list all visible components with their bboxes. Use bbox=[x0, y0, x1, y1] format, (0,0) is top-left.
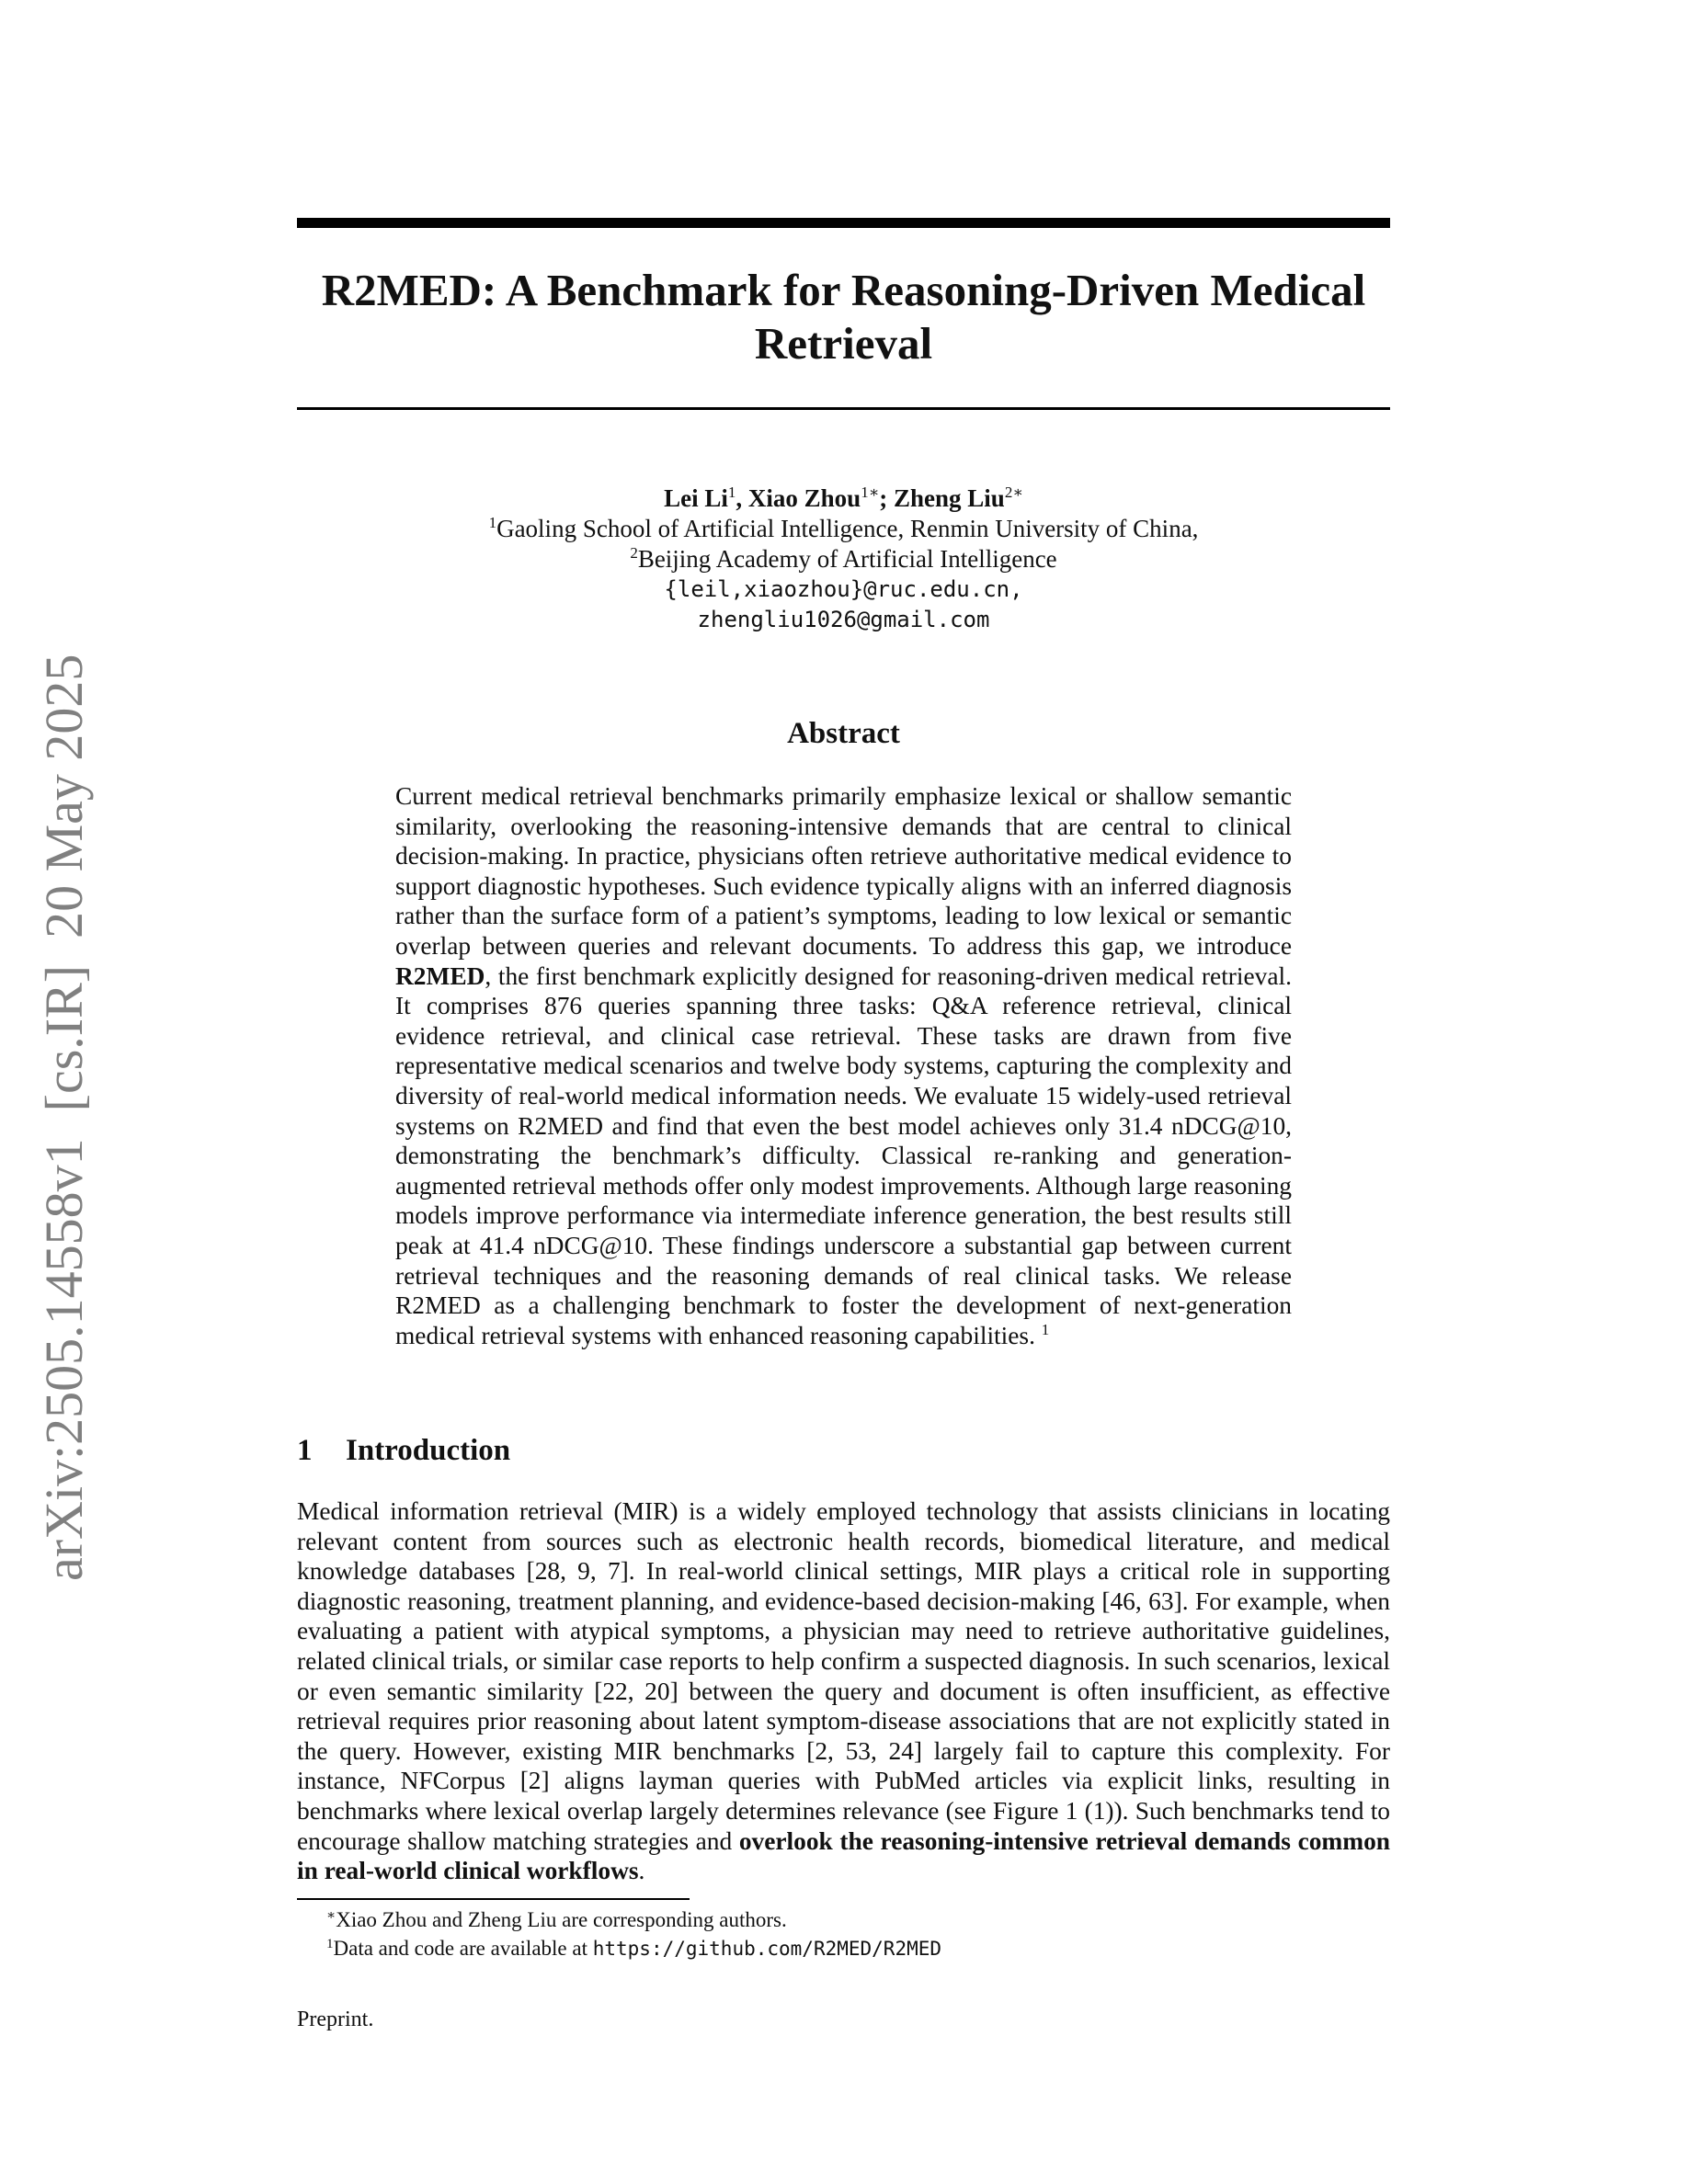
footnote-mark: 1 bbox=[1041, 1320, 1050, 1338]
footnotes bbox=[326, 1905, 1384, 1963]
affiliation-mark: 1 bbox=[488, 514, 497, 531]
abstract-heading: Abstract bbox=[787, 717, 900, 750]
affiliation-text: Beijing Academy of Artificial Intelligence bbox=[637, 545, 1057, 573]
footnote bbox=[326, 1905, 1384, 1934]
code-link[interactable]: https://github.com/R2MED/R2MED bbox=[592, 1938, 942, 1960]
abstract-text-part: Current medical retrieval benchmarks primarily emphasize lexical or shallow semantic similarity, overlooking the reasoning-intensive demands that are central to clinical decision-making. In practice, physicians often retrieve authoritative medical evidence to support diagnostic hypotheses. Such evidence typically aligns with an inferred diagnosis rather than the surface form of a patient’s symptoms, leading to low lexical or semantic overlap between queries and relevant documents. To address this gap, we introduce bbox=[395, 782, 1292, 960]
author-affiliation-mark: 1 bbox=[727, 483, 736, 501]
abstract-text bbox=[395, 781, 1292, 1350]
affiliation-mark: 2 bbox=[630, 544, 638, 562]
author-block bbox=[297, 483, 1390, 635]
introduction-bold-text: overlook the reasoning-intensive retrieval demands common in real-world clinical workflows bbox=[297, 1826, 1390, 1885]
author-name: Zheng Liu bbox=[894, 484, 1005, 512]
footnote-rule bbox=[297, 1898, 690, 1900]
title-top-rule bbox=[297, 218, 1390, 228]
author-name: Xiao Zhou bbox=[747, 484, 861, 512]
footnote-text: Xiao Zhou and Zheng Liu are corresponding authors. bbox=[336, 1908, 787, 1931]
paper-title: R2MED: A Benchmark for Reasoning-Driven Medical Retrieval bbox=[321, 265, 1366, 369]
author-affiliation-mark: 1∗ bbox=[861, 483, 880, 501]
preprint-label: Preprint. bbox=[297, 2008, 374, 2031]
footnote-mark: 1 bbox=[326, 1937, 334, 1951]
abstract-text-part: , the first benchmark explicitly designed for reasoning-driven medical retrieval. It comprises 876 queries spanning three tasks: Q&A reference retrieval, clinical evidence retrieval, and clinical case retrieval. These tasks are drawn from five representative medical scenarios and twelve body systems, capturing the complexity and diversity of real-world medical information needs. We evaluate 15 widely-used retrieval systems on R2MED and find that even the best model achieves only 31.4 nDCG@10, demonstrating the benchmark’s difficulty. Classical re-ranking and generation-augmented retrieval methods offer only modest improvements. Although large reasoning models improve performance via intermediate inference generation, the best results still peak at 41.4 nDCG@10. These findings underscore a substantial gap between current retrieval techniques and the reasoning demands of real clinical tasks. We release R2MED as a challenging benchmark to foster the development of next-generation medical retrieval systems with enhanced reasoning capabilities. bbox=[395, 961, 1292, 1349]
author-email: zhengliu1026@gmail.com bbox=[697, 607, 990, 632]
affiliation-text: Gaoling School of Artificial Intelligence, Renmin University of China, bbox=[496, 515, 1199, 542]
author-names: Lei Li$^1$, Xiao Zhou$^{1∗}$; Zheng Liu$^{2∗}$ bbox=[664, 483, 1023, 512]
section-heading-introduction bbox=[297, 1432, 1390, 1469]
title-bottom-rule bbox=[297, 407, 1390, 410]
introduction-text-part: Medical information retrieval (MIR) is a widely employed technology that assists clinicians in locating relevant content from sources such as electronic health records, biomedical literature, and medical knowledge databases [28, 9, 7]. In real-world clinical settings, MIR plays a critical role in supporting diagnostic reasoning, treatment planning, and evidence-based decision-making [46, 63]. For example, when evaluating a patient with atypical symptoms, a physician may need to retrieve authoritative guidelines, related clinical trials, or similar case reports to help confirm a suspected diagnosis. In such scenarios, lexical or even semantic similarity [22, 20] between the query and document is often insufficient, as effective retrieval requires prior reasoning about latent symptom-disease associations that are not explicitly stated in the query. However, existing MIR benchmarks [2, 53, 24] largely fail to capture this complexity. For instance, NFCorpus [2] aligns layman queries with PubMed articles via explicit links, resulting in benchmarks where lexical overlap largely determines relevance (see Figure 1 (1)). Such benchmarks tend to encourage shallow matching strategies and bbox=[297, 1497, 1390, 1855]
affiliation-line bbox=[297, 544, 1390, 574]
author-email: {leil,xiaozhou}@ruc.edu.cn, bbox=[664, 576, 1023, 602]
arxiv-side-stamp: arXiv:2505.14558v1 [cs.IR] 20 May 2025 bbox=[34, 654, 94, 1581]
affiliation-line bbox=[297, 514, 1390, 544]
section-title: Introduction bbox=[346, 1434, 511, 1467]
footnote-text: Data and code are available at bbox=[333, 1937, 593, 1960]
author-affiliation-mark: 2∗ bbox=[1004, 483, 1023, 501]
author-name: Lei Li bbox=[664, 484, 728, 512]
introduction-text-end: . bbox=[638, 1857, 645, 1885]
introduction-text bbox=[297, 1496, 1390, 1886]
footnote-mark: ∗ bbox=[326, 1908, 336, 1923]
section-number: 1 bbox=[297, 1434, 313, 1467]
footnote bbox=[326, 1934, 1384, 1963]
abstract-bold-term: R2MED bbox=[395, 961, 485, 990]
